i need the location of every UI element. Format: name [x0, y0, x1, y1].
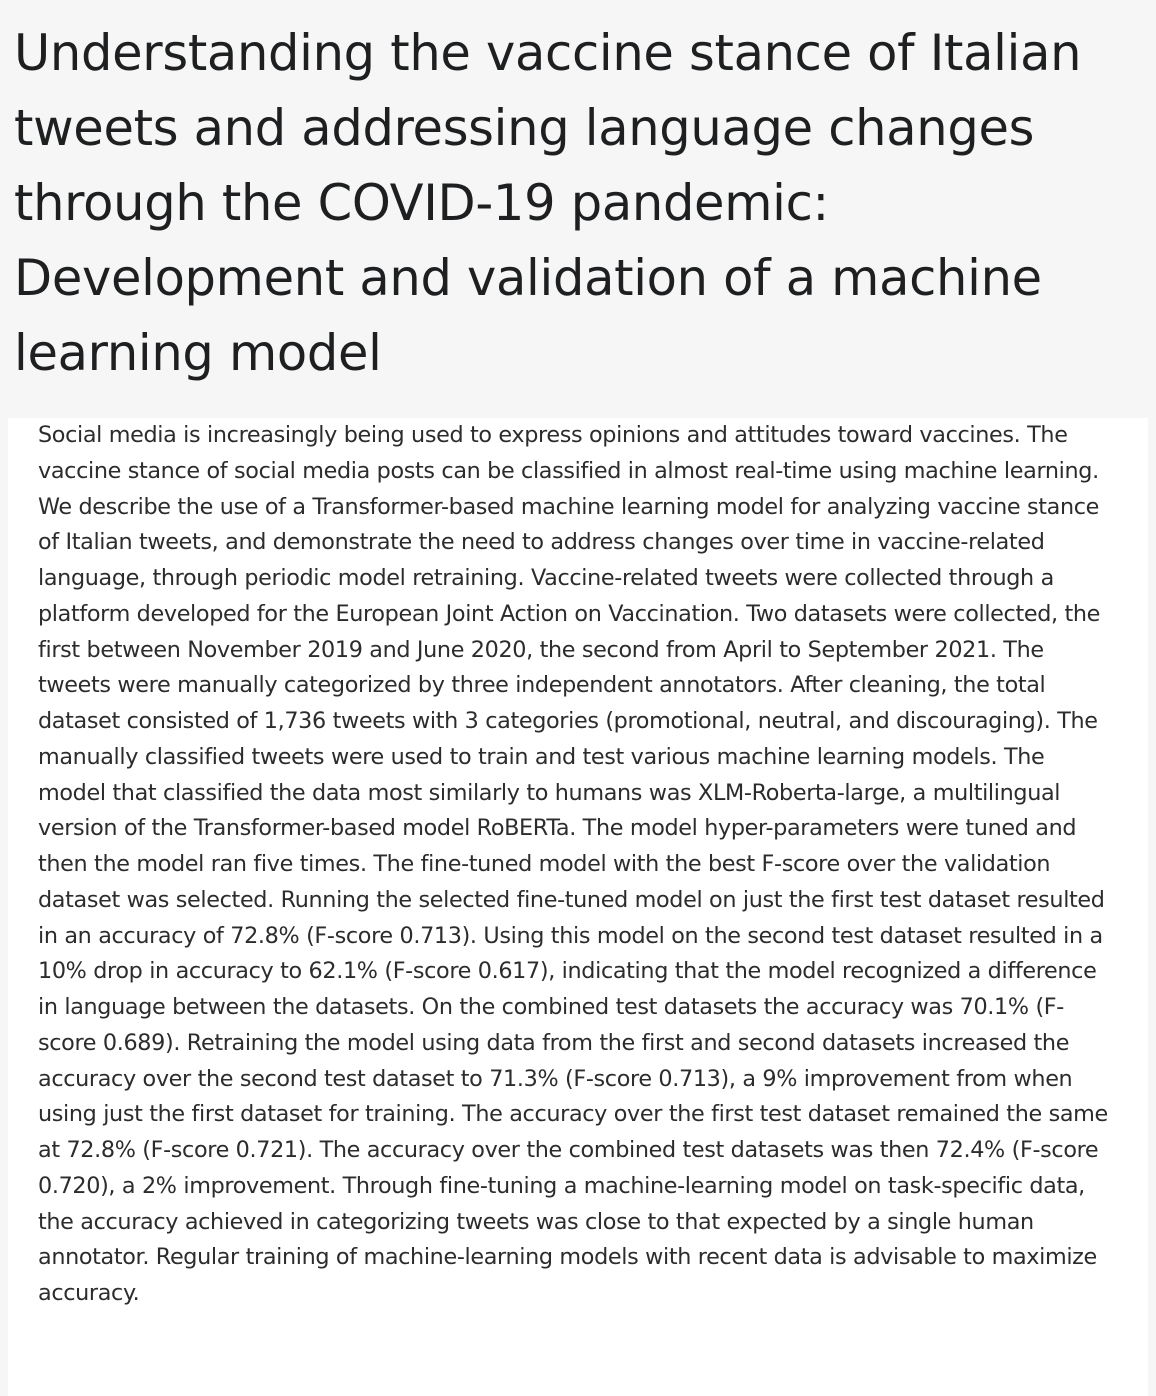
- title-header: [0, 0, 1156, 418]
- article-title: Understanding the vaccine stance of Italian tweets and addressing language changes through the COVID-19 pandemic: Development and validation of a machine learning model: [14, 24, 1082, 382]
- abstract-section: [8, 418, 1148, 1396]
- abstract-text: Social media is increasingly being used to express opinions and attitudes toward vaccines. The vaccine stance of social media posts can be classified in almost real-time using machine learning. We describe the use of a Transformer-based machine learning model for analyzing vaccine stance of Italian tweets, and demonstrate the need to address changes over time in vaccine-related language, through periodic model retraining. Vaccine-related tweets were collected through a platform developed for the European Joint Action on Vaccination. Two datasets were collected, the first between November 2019 and June 2020, the second from April to September 2021. The tweets were manually categorized by three independent annotators. After cleaning, the total dataset consisted of 1,736 tweets with 3 categories (promotional, neutral, and discouraging). The manually classified tweets were used to train and test various machine learning models. The model that classified the data most similarly to humans was XLM-Roberta-large, a multilingual version of the Transformer-based model RoBERTa. The model hyper-parameters were tuned and then the model ran five times. The fine-tuned model with the best F-score over the validation dataset was selected. Running the selected fine-tuned model on just the first test dataset resulted in an accuracy of 72.8% (F-score 0.713). Using this model on the second test dataset resulted in a 10% drop in accuracy to 62.1% (F-score 0.617), indicating that the model recognized a difference in language between the datasets. On the combined test datasets the accuracy was 70.1% (F-score 0.689). Retraining the model using data from the first and second datasets increased the accuracy over the second test dataset to 71.3% (F-score 0.713), a 9% improvement from when using just the first dataset for training. The accuracy over the first test dataset remained the same at 72.8% (F-score 0.721). The accuracy over the combined test datasets was then 72.4% (F-score 0.720), a 2% improvement. Through fine-tuning a machine-learning model on task-specific data, the accuracy achieved in categorizing tweets was close to that expected by a single human annotator. Regular training of machine-learning models with recent data is advisable to maximize accuracy.: [38, 422, 1108, 1306]
